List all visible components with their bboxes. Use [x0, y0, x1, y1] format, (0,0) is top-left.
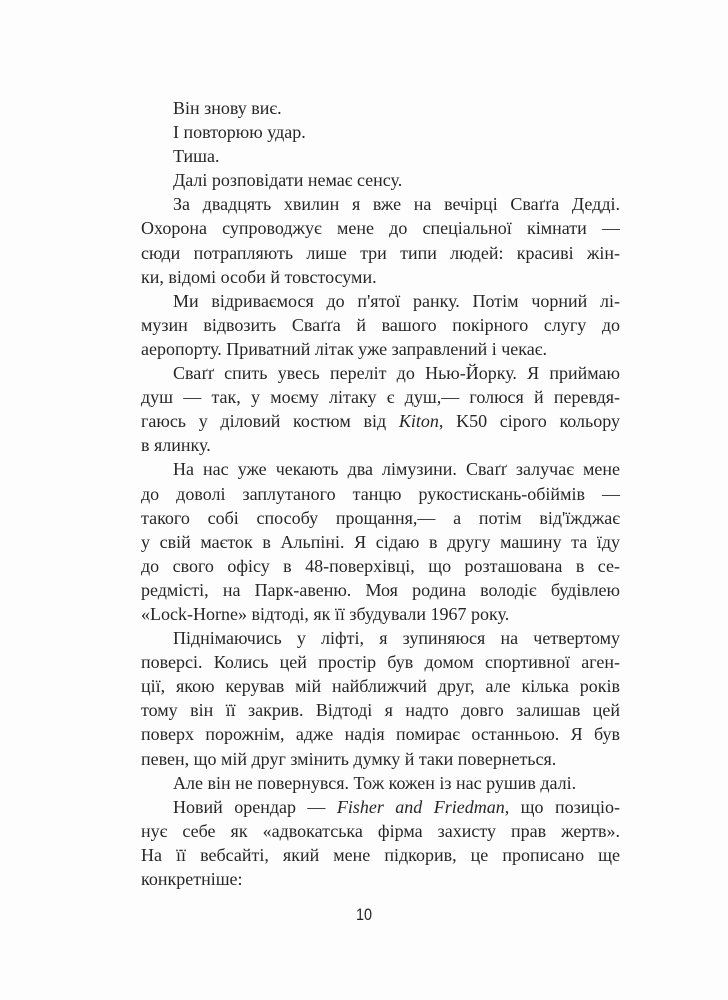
- text-line: [141, 530, 620, 554]
- text-segment: І повторюю удар.: [173, 122, 306, 143]
- text-segment: Він знову виє.: [173, 98, 282, 118]
- text-segment: в ялинку.: [141, 435, 211, 456]
- page-number: 10: [355, 905, 373, 924]
- text-segment: «Lock-Horne» відтоді, як її збудували 1967 року.: [141, 603, 510, 624]
- text-segment: душ — так, у моєму літаку є душ,— голюся й перевдя-: [141, 387, 620, 408]
- paragraph: [141, 168, 620, 192]
- text-segment: конкретніше:: [141, 869, 243, 889]
- text-segment: Ми відриваємося до п'ятої ранку. Потім чорний лі-: [173, 290, 620, 311]
- text-segment: Охорона супроводжує мене до спеціальної кімнати —: [141, 218, 620, 239]
- text-segment: сюди потрапляють лише три типи людей: красиві жін-: [141, 242, 620, 263]
- paragraph: [141, 795, 620, 891]
- text-segment: , що позиціо-: [504, 796, 620, 817]
- text-line: [141, 168, 620, 192]
- paragraph: [141, 192, 620, 288]
- italic-text: Kiton: [398, 411, 439, 432]
- text-segment: ції, якою керував мій найближчий друг, але кілька років: [141, 676, 620, 697]
- text-line: [141, 554, 620, 578]
- text-line: [141, 216, 620, 240]
- text-segment: , K50 сірого кольору: [438, 411, 620, 432]
- text-line: [141, 843, 620, 867]
- text-segment: поверсі. Колись цей простір був домом спортивної аген-: [141, 652, 620, 673]
- paragraph: [141, 457, 620, 626]
- text-segment: нує себе як «адвокатська фірма захисту прав жертв».: [141, 820, 620, 841]
- text-segment: Сваґґ спить увесь переліт до Нью-Йорку. Я приймаю: [173, 363, 620, 384]
- text-line: [141, 192, 620, 216]
- text-line: [141, 337, 620, 361]
- italic-text: Fisher and Friedman: [336, 796, 505, 817]
- text-segment: редмісті, на Парк-авеню. Моя родина володіє будівлею: [141, 579, 620, 600]
- text-line: [141, 602, 620, 626]
- text-line: [141, 698, 620, 722]
- paragraph: [141, 771, 620, 795]
- paragraph: [141, 144, 620, 168]
- text-line: [141, 96, 620, 120]
- text-segment: у свій маєток в Альпіні. Я сідаю в другу машину та їду: [141, 531, 620, 552]
- text-segment: Новий орендар —: [173, 796, 337, 817]
- text-segment: На нас уже чекають два лімузини. Сваґґ залучає мене: [173, 459, 620, 480]
- text-line: [141, 289, 620, 313]
- text-line: [141, 819, 620, 843]
- text-segment: На її вебсайті, який мене підкорив, це прописано ще: [141, 844, 620, 865]
- text-segment: тому він її закрив. Відтоді я надто довго залишав цей: [141, 700, 620, 721]
- text-line: [141, 361, 620, 385]
- text-line: [141, 626, 620, 650]
- text-segment: поверх порожнім, адже надія помирає останньою. Я був: [141, 724, 620, 745]
- text-segment: Далі розповідати немає сенсу.: [173, 170, 403, 191]
- text-line: [141, 650, 620, 674]
- text-segment: музин відвозить Сваґґа й вашого покірного слугу до: [141, 314, 620, 335]
- text-line: [141, 265, 620, 289]
- text-segment: аеропорту. Приватний літак уже заправлений і чекає.: [141, 338, 547, 359]
- text-line: [141, 578, 620, 602]
- text-segment: Але він не повернувся. Тож кожен із нас рушив далі.: [173, 772, 577, 793]
- text-line: [141, 385, 620, 409]
- paragraph: [141, 96, 620, 120]
- text-segment: до свого офісу в 48-поверхівці, що розташована в се-: [141, 555, 620, 576]
- text-line: [141, 313, 620, 337]
- text-segment: Тиша.: [173, 146, 220, 167]
- text-segment: певен, що мій друг змінить думку й таки повернеться.: [141, 748, 557, 769]
- paragraph: [141, 289, 620, 361]
- paragraph: [141, 120, 620, 144]
- text-line: [141, 795, 620, 819]
- text-segment: Піднімаючись у ліфті, я зупиняюся на четвертому: [173, 628, 620, 649]
- text-line: [141, 771, 620, 795]
- text-segment: ки, відомі особи й товстосуми.: [141, 266, 377, 287]
- text-line: [141, 433, 620, 457]
- text-line: [141, 482, 620, 506]
- text-line: [141, 457, 620, 481]
- text-line: [141, 409, 620, 433]
- text-segment: такого собі способу прощання,— а потім від'їжджає: [141, 507, 620, 528]
- text-line: [141, 144, 620, 168]
- text-line: [141, 241, 620, 265]
- text-segment: гаюсь у діловий костюм від: [141, 411, 399, 432]
- text-segment: За двадцять хвилин я вже на вечірці Сваґґа Дедді.: [173, 194, 620, 215]
- text-line: [141, 674, 620, 698]
- text-segment: до доволі заплутаного танцю рукостискань-обіймів —: [141, 483, 620, 504]
- paragraph: [141, 626, 620, 771]
- text-line: [141, 722, 620, 746]
- text-line: [141, 867, 620, 891]
- text-line: [141, 506, 620, 530]
- book-text: [141, 96, 620, 891]
- text-line: [141, 747, 620, 771]
- text-line: [141, 120, 620, 144]
- paragraph: [141, 361, 620, 457]
